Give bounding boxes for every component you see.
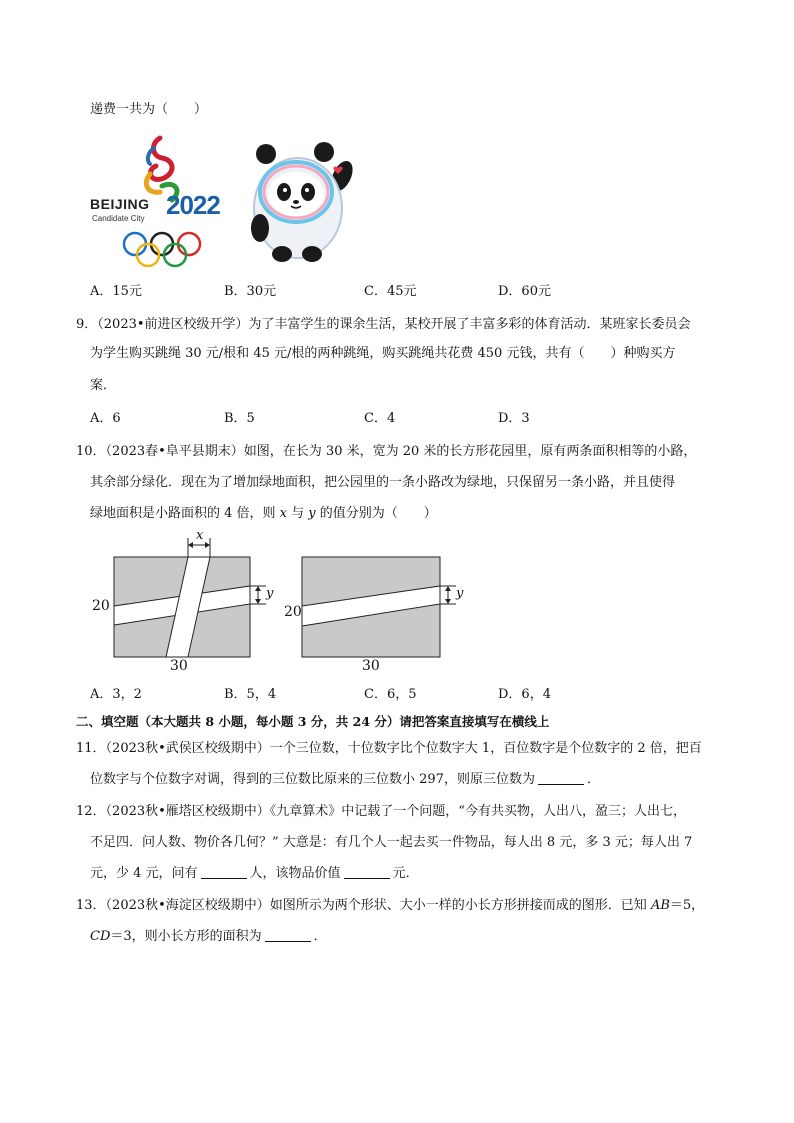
- q10-line-3-part-a: 绿地面积是小路面积的 4 倍，则: [90, 506, 280, 521]
- q9-option-c: C．4: [364, 411, 396, 426]
- q13-line-2-end: ．: [313, 929, 327, 944]
- q8-tail-text: 递费一共为（ ）: [90, 102, 208, 117]
- q13-line-1: [76, 898, 704, 914]
- q12-people-blank[interactable]: [201, 866, 247, 879]
- section-2-heading: 二、填空题（本大题共 8 小题，每小题 3 分，共 24 分）请把答案直接填写在横线上: [76, 714, 550, 729]
- olympic-rings-icon: [120, 230, 210, 270]
- q12-line-2: 不足四．问人数、物价各几何？” 大意是：有几个人一起去买一件物品，每人出 8 元，多 3 元；每人出 7: [90, 835, 693, 850]
- q10-left-y-label: y: [266, 586, 274, 601]
- q13-line-1-text: 13．（2023秋•海淀区校级期中）如图所示为两个形状、大小一样的小长方形拼接而成的图形．已知: [76, 898, 651, 913]
- q10-option-a: A．3，2: [90, 687, 142, 702]
- q11-answer-blank[interactable]: [538, 772, 584, 785]
- q10-left-height-label: 20: [92, 598, 110, 614]
- q10-option-d: D．6，4: [498, 687, 551, 702]
- q10-var-y: y: [308, 506, 316, 521]
- q10-var-x: x: [279, 506, 288, 521]
- q10-right-y-label: y: [456, 586, 464, 601]
- q12-line-1: 12．（2023秋•雁塔区校级期中）《九章算术》中记载了一个问题，“今有共买物，人出八，盈三；人出七，: [76, 804, 686, 819]
- q9-option-b: B．5: [224, 411, 255, 426]
- q13-line-2: [90, 929, 327, 945]
- q8-option-a: A．15元: [90, 284, 142, 299]
- q13-var-ab: AB: [650, 898, 670, 913]
- q10-line-1: 10．（2023春•阜平县期末）如图，在长为 30 米，宽为 20 米的长方形花园里，原有两条面积相等的小路，: [76, 444, 697, 459]
- q13-line-2-text: ＝3，则小长方形的面积为: [110, 929, 262, 944]
- q11-line-2-text: 位数字与个位数字对调，得到的三位数比原来的三位数小 297，则原三位数为: [90, 772, 535, 787]
- q9-option-d: D．3: [498, 411, 530, 426]
- q9-line-2: 为学生购买跳绳 30 元/根和 45 元/根的两种跳绳，购买跳绳共花费 450 元钱，共有（ ）种购买方: [90, 346, 676, 361]
- q10-line-3-part-c: 的值分别为（ ）: [315, 506, 437, 521]
- q10-line-3: [90, 506, 437, 522]
- q9-line-3: 案．: [90, 378, 117, 393]
- q10-line-3-part-b: 与: [287, 506, 309, 521]
- q12-line-3-part-c: 元．: [392, 866, 419, 881]
- q10-figure-right: [282, 530, 482, 678]
- q12-line-3-part-b: 人，该物品价值: [249, 866, 341, 881]
- q10-figure-left: [88, 530, 278, 678]
- q9-line-1: 9．（2023•前进区校级开学）为了丰富学生的课余生活，某校开展了丰富多彩的体育活动．某班家长委员会: [76, 317, 691, 332]
- q11-line-2-end: ．: [586, 772, 600, 787]
- q12-price-blank[interactable]: [344, 866, 390, 879]
- q10-option-c: C．6，5: [364, 687, 417, 702]
- q10-line-2: 其余部分绿化．现在为了增加绿地面积，把公园里的一条小路改为绿地，只保留另一条小路，并且使得: [90, 475, 676, 490]
- q12-line-3: [90, 866, 419, 882]
- q10-left-width-label: 30: [170, 658, 188, 674]
- q8-option-c: C．45元: [364, 284, 417, 299]
- logo-beijing-text: BEIJING: [90, 196, 150, 212]
- q11-line-1: 11．（2023秋•武侯区校级期中）一个三位数，十位数字比个位数字大 1，百位数字是个位数字的 2 倍，把百: [76, 741, 702, 756]
- q10-left-x-label: x: [196, 528, 204, 543]
- panda-mascot-image: [236, 136, 360, 264]
- q8-option-d: D．60元: [498, 284, 551, 299]
- q8-option-b: B．30元: [224, 284, 277, 299]
- q10-right-width-label: 30: [362, 658, 380, 674]
- beijing-2022-logo: [90, 130, 230, 270]
- q13-answer-blank[interactable]: [265, 929, 311, 942]
- q10-option-b: B．5，4: [224, 687, 277, 702]
- q9-option-a: A．6: [90, 411, 121, 426]
- q11-line-2: [90, 772, 600, 788]
- q13-line-1-end: ＝5，: [669, 898, 705, 913]
- logo-year-text: 2022: [166, 190, 220, 220]
- q10-right-height-label: 20: [284, 604, 302, 620]
- q12-line-3-part-a: 元，少 4 元，问有: [90, 866, 198, 881]
- q13-var-cd: CD: [90, 929, 111, 944]
- logo-candidate-city-text: Candidate City: [92, 214, 145, 223]
